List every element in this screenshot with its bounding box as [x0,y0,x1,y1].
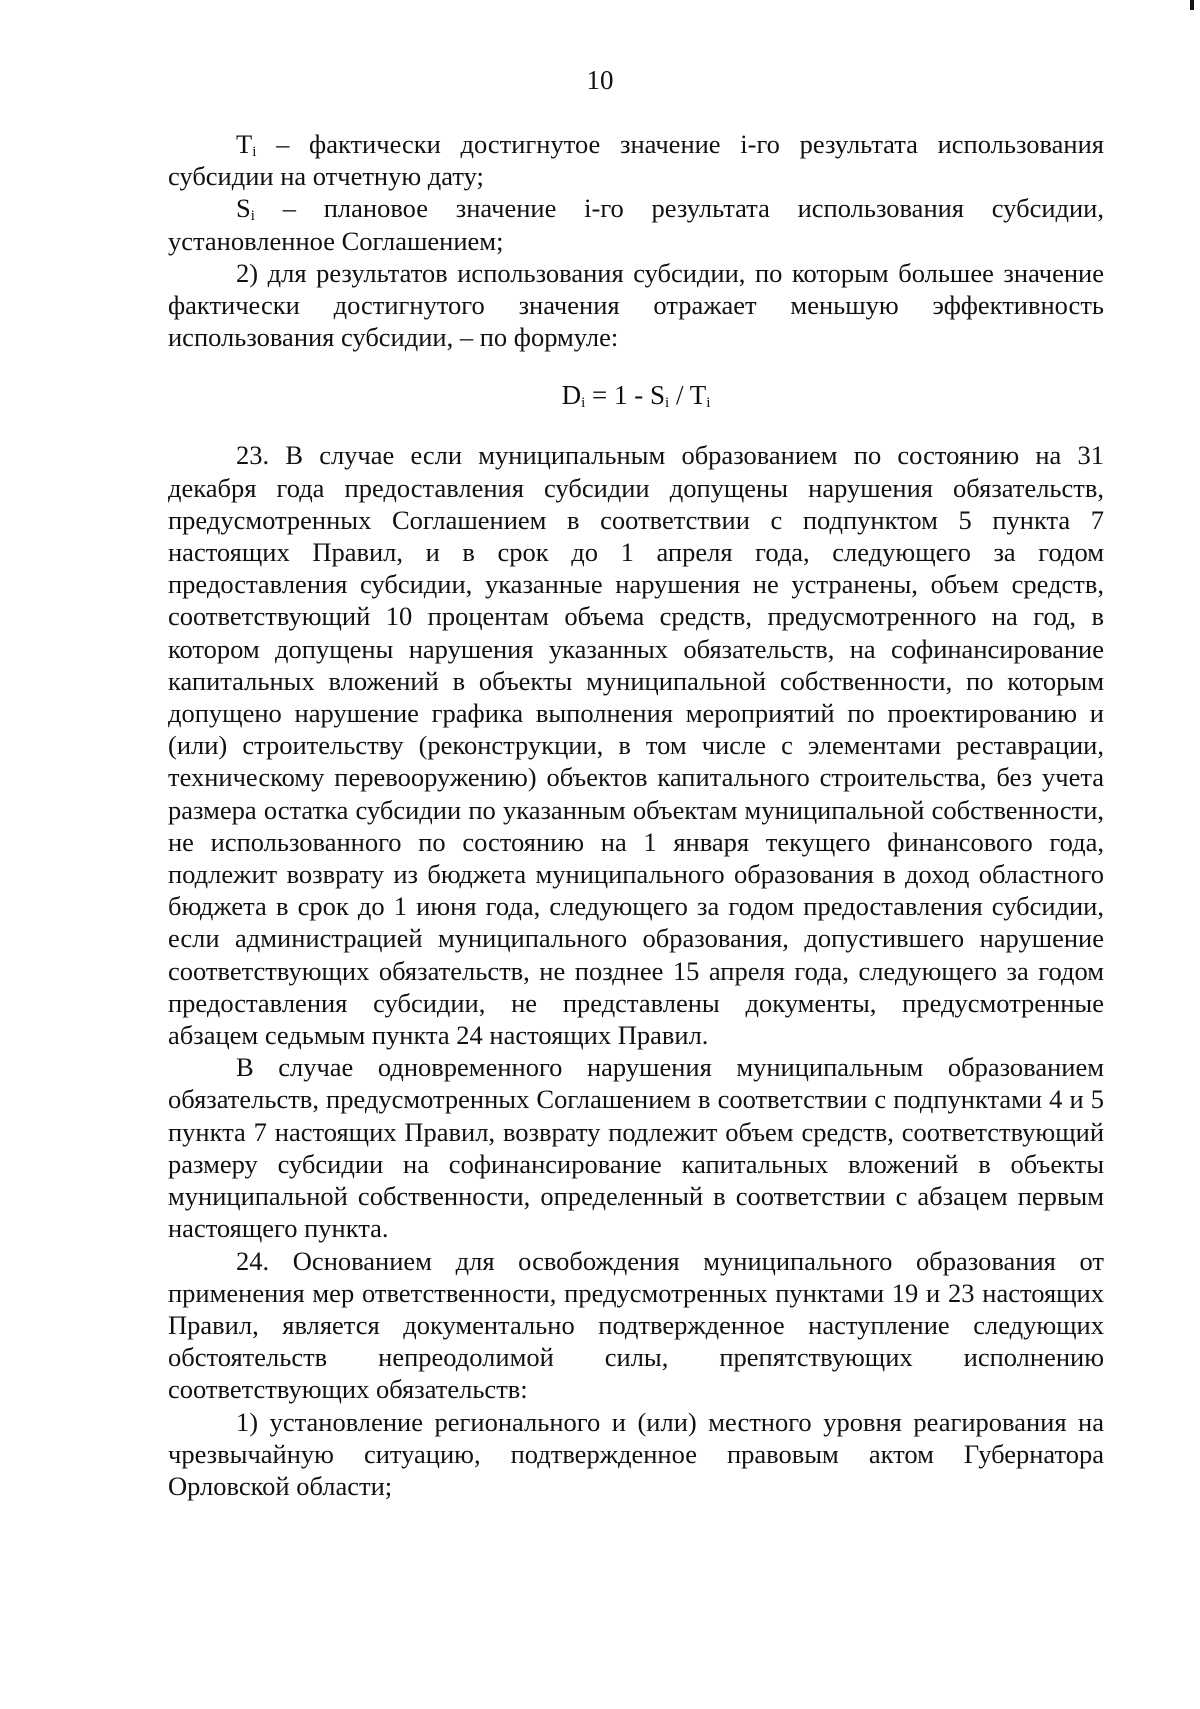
formula-t: T [689,380,707,411]
t-definition-text: – фактически достигнутое значение i-го результата использования субсидии на отчетную дату; [168,129,1104,192]
paragraph-t-definition [168,128,1104,192]
formula-slash: / [669,380,690,411]
paragraph-s-definition [168,192,1104,256]
formula-s: S [650,380,666,411]
t-subscript: i [252,144,257,160]
paragraph-24-item-1: 1) установление регионального и (или) местного уровня реагирования на чрезвычайную ситуацию, подтвержденное правовым актом Губернатора Орловской области; [168,1406,1104,1501]
formula-s-sub: i [665,395,670,412]
t-symbol: T [236,129,253,159]
s-symbol: S [236,193,251,224]
formula-eq: = 1 - [585,380,650,411]
formula-d: D [561,380,582,411]
s-subscript: i [250,208,255,225]
formula-d-sub: i [581,395,586,412]
document-body [168,128,1104,1502]
scan-corner-mark [1190,0,1194,10]
formula-t-sub: i [706,395,711,412]
page-number: 10 [586,65,614,95]
formula [168,375,1104,415]
s-definition-text: – плановое значение i-го результата использования субсидии, установленное Соглашением; [168,193,1104,256]
paragraph-23: 23. В случае если муниципальным образованием по состоянию на 31 декабря года предоставления субсидии допущены нарушения обязательств, предусмотренных Соглашением в соответствии с подпунктом 5 пункта 7 настоящих Правил, и в срок до 1 апреля года, следующего за годом предоставления субсидии, указанные нарушения не устранены, объем средств, соответствующий 10 процентам объема средств, предусмотренного на год, в котором допущены нарушения указанных обязательств, на софинансирование капитальных вложений в объекты муниципальной собственности, по которым допущено нарушение графика выполнения мероприятий по проектированию и (или) строительству (реконструкции, в том числе с элементами реставрации, техническому перевооружению) объектов капитального строительства, без учета размера остатка субсидии по указанным объектам муниципальной собственности, не использованного по состоянию на 1 января текущего финансового года, подлежит возврату из бюджета муниципального образования в доход областного бюджета в срок до 1 июня года, следующего за годом предоставления субсидии, если администрацией муниципального образования, допустившего нарушение соответствующих обязательств, не позднее 15 апреля года, следующего за годом предоставления субсидии, не представлены документы, предусмотренные абзацем седьмым пункта 24 настоящих Правил. [168,440,1104,1051]
paragraph-24: 24. Основанием для освобождения муниципального образования от применения мер ответственности, предусмотренных пунктами 19 и 23 настоящих Правил, является документально подтвержденное наступление следующих обстоятельств непреодолимой силы, препятствующих исполнению соответствующих обязательств: [168,1245,1104,1405]
paragraph-item-2: 2) для результатов использования субсидии, по которым большее значение фактически достигнутого значения отражает меньшую эффективность использования субсидии, – по формуле: [168,257,1104,353]
paragraph-23-second: В случае одновременного нарушения муниципальным образованием обязательств, предусмотренных Соглашением в соответствии с подпунктами 4 и 5 пункта 7 настоящих Правил, возврату подлежит объем средств, соответствующий размеру субсидии на софинансирование капитальных вложений в объекты муниципальной собственности, определенный в соответствии с абзацем первым настоящего пункта. [168,1052,1104,1244]
